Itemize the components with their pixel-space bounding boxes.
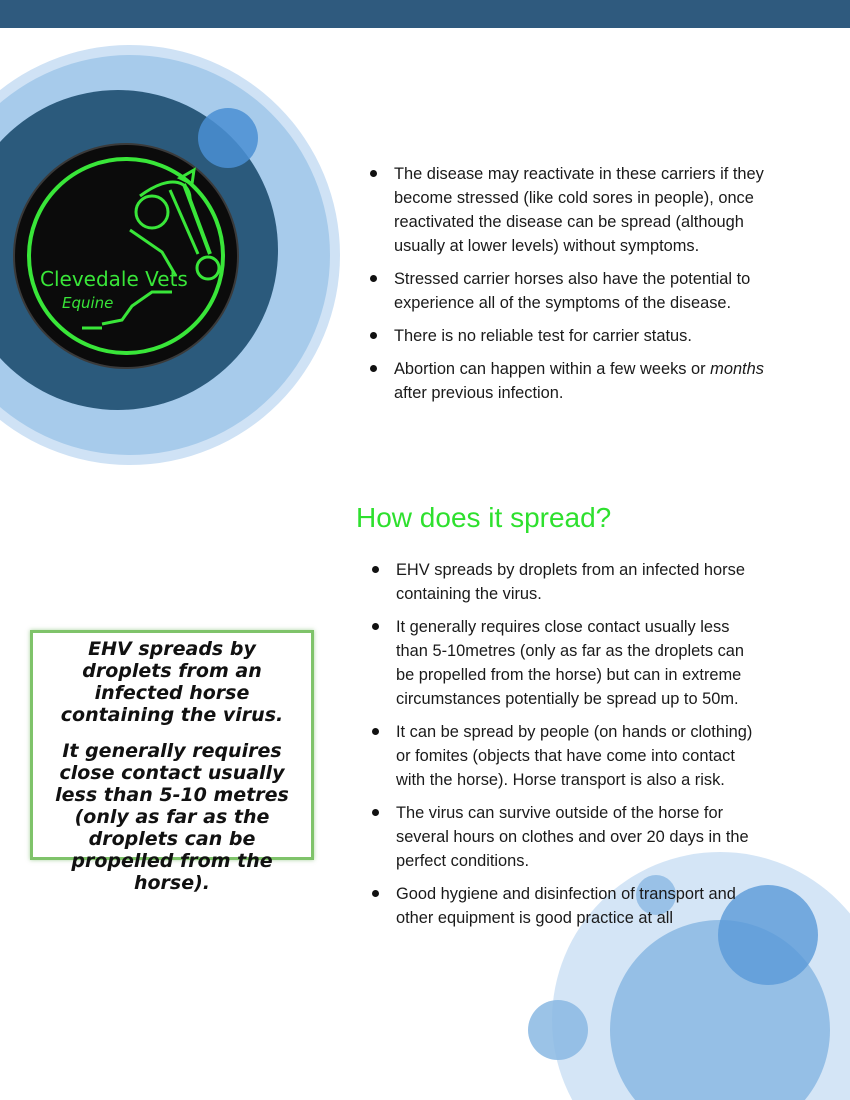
logo-name: Clevedale Vets bbox=[40, 267, 188, 291]
callout-paragraph-2: It generally requires close contact usually less than 5-10 metres (only as far as the droplets can be propelled from the horse). bbox=[55, 740, 289, 894]
list-item bbox=[372, 882, 764, 930]
carrier-bullet-list bbox=[370, 162, 765, 414]
list-item bbox=[370, 324, 765, 348]
bullet-icon bbox=[372, 566, 379, 573]
list-item bbox=[372, 558, 764, 606]
list-item bbox=[372, 615, 764, 711]
carrier-point-text-after: after previous infection. bbox=[394, 384, 564, 402]
list-item bbox=[370, 267, 765, 315]
bullet-icon bbox=[370, 332, 377, 339]
list-item bbox=[372, 801, 764, 873]
bullet-icon bbox=[370, 170, 377, 177]
bullet-icon bbox=[370, 275, 377, 282]
bullet-icon bbox=[372, 623, 379, 630]
carrier-point-text: The disease may reactivate in these carriers if they become stressed (like cold sores in people), once reactivated the disease can be spread (although usually at lower levels) without symptoms. bbox=[394, 165, 764, 255]
spread-point-text: It generally requires close contact usually less than 5-10metres (only as far as the droplets can be propelled from the horse) but can in extreme circumstances potentially be spread up to 50m. bbox=[396, 618, 745, 708]
list-item bbox=[372, 720, 764, 792]
carrier-point-emphasis: months bbox=[710, 360, 764, 378]
bullet-icon bbox=[372, 890, 379, 897]
bullet-icon bbox=[372, 728, 379, 735]
lower-bubble-left bbox=[528, 1000, 588, 1060]
spread-point-text: EHV spreads by droplets from an infected horse containing the virus. bbox=[396, 561, 745, 603]
spread-point-text: The virus can survive outside of the horse for several hours on clothes and over 20 days in the perfect conditions. bbox=[396, 804, 749, 870]
list-item bbox=[370, 357, 765, 405]
bullet-icon bbox=[372, 809, 379, 816]
logo-sub: Equine bbox=[62, 294, 114, 312]
callout-box bbox=[30, 630, 314, 894]
section-heading: How does it spread? bbox=[356, 502, 612, 533]
spread-point-text: It can be spread by people (on hands or clothing) or fomites (objects that have come into contact with the horse). Horse transport is also a risk. bbox=[396, 723, 753, 789]
carrier-point-text: There is no reliable test for carrier status. bbox=[394, 327, 692, 345]
callout-paragraph-1: EHV spreads by droplets from an infected horse containing the virus. bbox=[60, 638, 284, 726]
spread-point-text: Good hygiene and disinfection of transport and other equipment is good practice at all bbox=[396, 885, 736, 927]
clevedale-vets-logo bbox=[12, 142, 240, 370]
list-item bbox=[370, 162, 765, 258]
bullet-icon bbox=[370, 365, 377, 372]
carrier-point-text-before: Abortion can happen within a few weeks or bbox=[394, 360, 711, 378]
carrier-point-text: Stressed carrier horses also have the potential to experience all of the symptoms of the disease. bbox=[394, 270, 751, 312]
spread-bullet-list bbox=[372, 558, 764, 939]
